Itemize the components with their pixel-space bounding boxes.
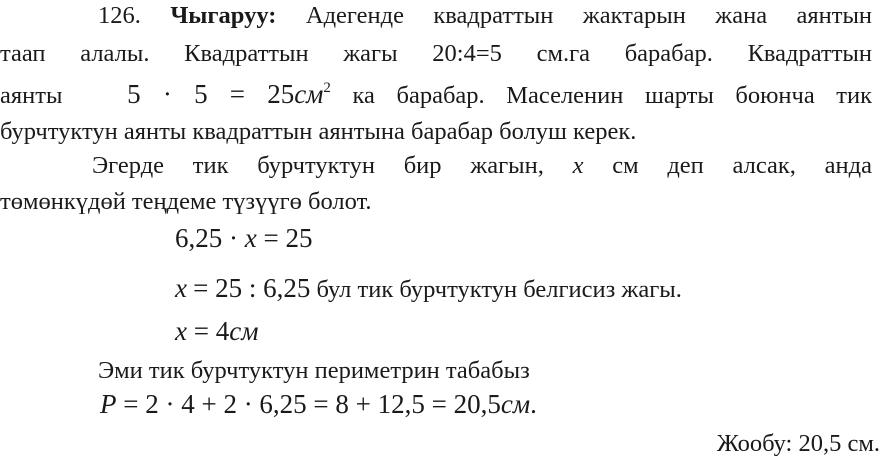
paragraph1-line3: аянты $5 \cdot 5 = 25см^2$ ка барабар. Маселенин шарты боюнча тик (0, 79, 872, 109)
equation-1: 6,25 · x = 25 (175, 223, 313, 253)
perimeter-equation: P = 2 · 4 + 2 · 6,25 = 8 + 12,5 = 20,5см. (100, 389, 537, 419)
equation-3: x = 4см (175, 316, 259, 346)
paragraph1-line1-text: Адегенде квадраттын жактарын жана аянтын (305, 2, 873, 29)
perimeter-intro: Эми тик бурчтуктун периметрин табабыз (98, 357, 530, 384)
problem-number: 126. (98, 2, 141, 29)
paragraph1-line4: бурчтуктун аянты квадраттын аянтына барабар болуш керек. (0, 118, 637, 145)
paragraph2-line2: төмөнкүдөй теңдеме түзүүгө болот. (0, 188, 372, 215)
equation-2: x = 25 : 6,25 бул тик бурчтуктун белгисиз жагы. (175, 273, 682, 303)
paragraph2-line1: Эгерде тик бурчтуктун бир жагын, x см деп алсак, анда (92, 152, 873, 179)
answer: Жообу: 20,5 см. (716, 430, 880, 457)
paragraph1-line2: таап алалы. Квадраттын жагы 20:4=5 см.га барабар. Квадраттын (0, 40, 872, 67)
paragraph1-line1 (0, 2, 872, 30)
square-area-expression: $5 \cdot 5 = 25см^2$ (127, 79, 331, 109)
solution-heading: Чыгаруу: (170, 2, 277, 29)
